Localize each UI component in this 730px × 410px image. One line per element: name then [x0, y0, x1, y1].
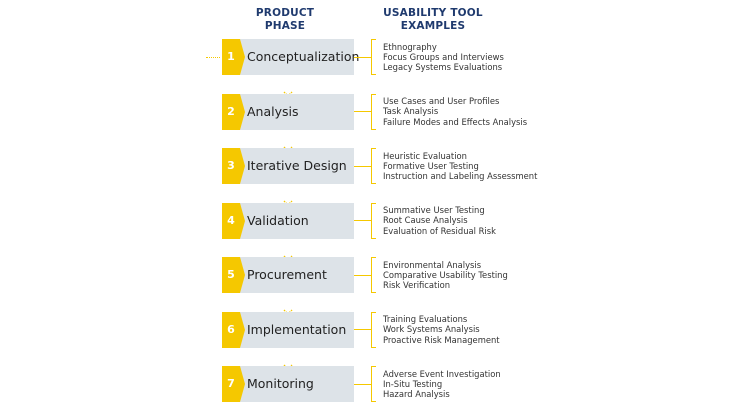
phase-box-5 [222, 257, 354, 293]
bracket [371, 203, 376, 239]
chevron-down-icon [283, 137, 291, 145]
step-number-badge [222, 148, 240, 184]
chevron-down-icon [283, 355, 291, 363]
chevron-down-icon [283, 191, 291, 199]
tool-examples-list [383, 151, 583, 182]
header-line: PHASE [264, 20, 306, 32]
phase-label: Implementation [247, 321, 347, 337]
tool-example: Ethnography [383, 41, 437, 52]
product-phase-header [245, 7, 325, 33]
step-number-badge [222, 39, 240, 75]
tool-example: In-Situ Testing [383, 378, 443, 389]
connector-line [354, 384, 371, 385]
tool-examples-list [383, 260, 583, 291]
chevron-down-icon [283, 82, 291, 90]
phase-label: Conceptualization [247, 49, 360, 64]
tool-example: Proactive Risk Management [383, 334, 500, 345]
step-number: 4 [227, 213, 235, 227]
tool-example: Risk Verification [383, 280, 451, 291]
tool-examples-list [383, 96, 583, 127]
step-number-badge [222, 257, 240, 293]
tool-examples-list [383, 369, 583, 400]
tool-example: Comparative Usability Testing [383, 269, 508, 280]
tool-examples-list [383, 42, 583, 73]
connector-line [354, 220, 371, 221]
header-line: EXAMPLES [400, 20, 466, 32]
phase-box-7 [222, 366, 354, 402]
phase-box-6 [222, 312, 354, 348]
step-number-badge [222, 366, 240, 402]
tool-examples-list [383, 314, 583, 345]
tool-example: Hazard Analysis [383, 389, 450, 400]
phase-label: Procurement [247, 267, 327, 282]
tool-example: Environmental Analysis [383, 259, 482, 270]
phase-box-4 [222, 203, 354, 239]
step-number: 5 [227, 268, 235, 281]
tool-example: Training Evaluations [383, 314, 468, 324]
usability-tools-header [368, 7, 498, 33]
step-number-badge [222, 203, 240, 239]
phase-label: Analysis [247, 103, 299, 119]
connector-line [354, 275, 371, 276]
bracket [371, 312, 376, 348]
tool-example: Work Systems Analysis [383, 324, 480, 335]
bracket [371, 257, 376, 293]
step-number: 6 [227, 322, 235, 336]
phase-box-2 [222, 94, 354, 130]
tool-example: Evaluation of Residual Risk [383, 225, 496, 236]
step-number-badge [222, 94, 240, 130]
step-number: 1 [227, 50, 235, 63]
tool-example: Root Cause Analysis [383, 215, 468, 226]
tool-example: Heuristic Evaluation [383, 150, 467, 161]
tool-examples-list [383, 205, 583, 236]
connector-line [354, 166, 371, 167]
step-number: 2 [227, 104, 235, 118]
tool-example: Summative User Testing [383, 205, 485, 215]
bracket [371, 39, 376, 75]
step-number: 7 [227, 377, 235, 390]
tool-example: Task Analysis [383, 106, 439, 117]
tool-example: Instruction and Labeling Assessment [383, 171, 538, 182]
lead-in-dotted-line [206, 57, 220, 58]
step-number: 3 [227, 159, 235, 172]
bracket [371, 148, 376, 184]
tool-example: Formative User Testing [383, 160, 479, 171]
connector-line [354, 111, 371, 112]
connector-line [354, 329, 371, 330]
tool-example: Failure Modes and Effects Analysis [383, 116, 528, 127]
tool-example: Use Cases and User Profiles [383, 96, 500, 106]
header-line: PRODUCT [255, 7, 315, 19]
chevron-down-icon [283, 246, 291, 254]
bracket [371, 94, 376, 130]
phase-label: Monitoring [247, 376, 314, 391]
phase-label: Iterative Design [247, 158, 347, 173]
header-line: USABILITY TOOL [383, 7, 483, 19]
tool-example: Adverse Event Investigation [383, 368, 501, 379]
phase-box-3 [222, 148, 354, 184]
phase-label: Validation [247, 212, 309, 228]
connector-line [354, 57, 371, 58]
chevron-down-icon [283, 300, 291, 308]
tool-example: Focus Groups and Interviews [383, 51, 504, 62]
bracket [371, 366, 376, 402]
phase-box-1 [222, 39, 360, 75]
tool-example: Legacy Systems Evaluations [383, 62, 503, 73]
step-number-badge [222, 312, 240, 348]
